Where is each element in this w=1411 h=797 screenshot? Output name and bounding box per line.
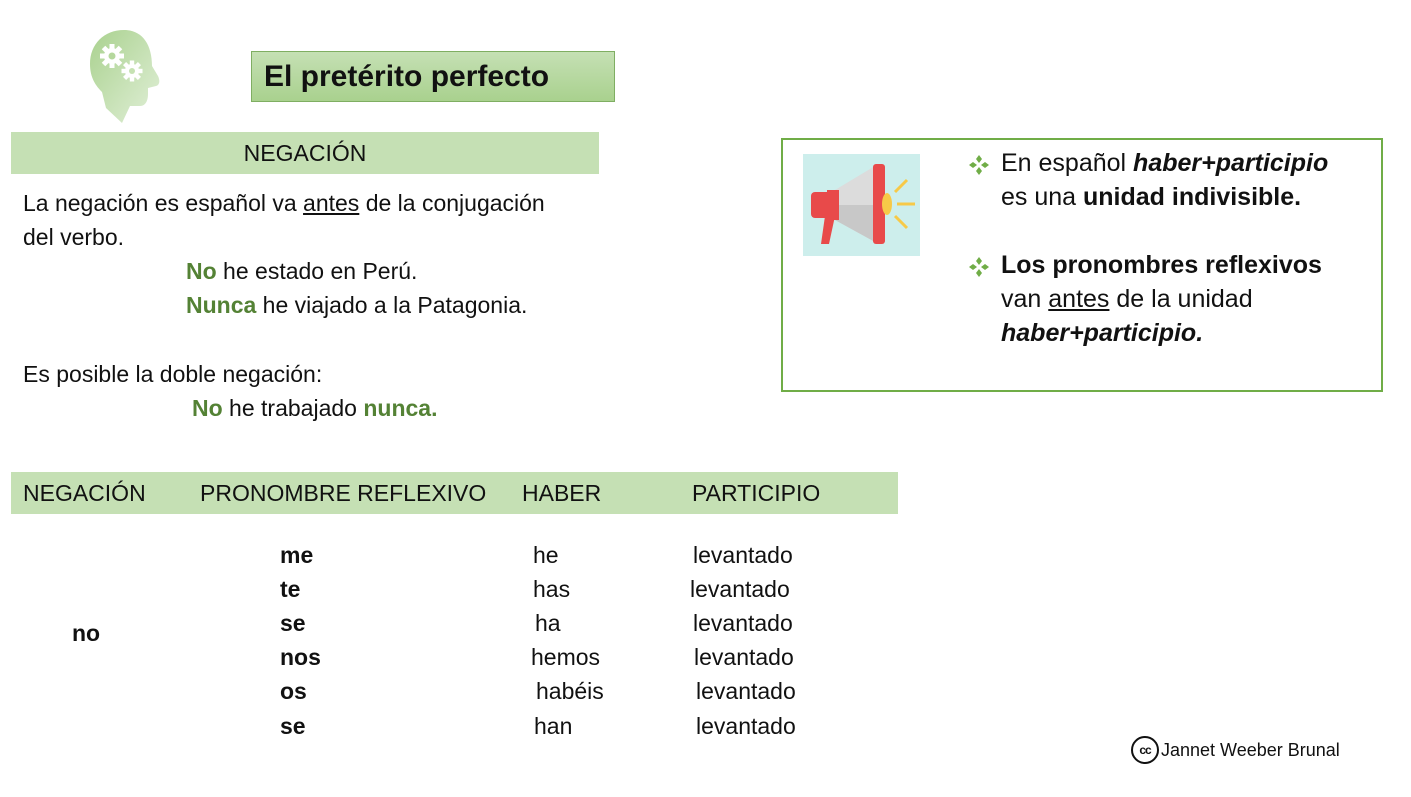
table-row-haber: he bbox=[533, 542, 559, 568]
megaphone-icon bbox=[803, 154, 920, 256]
diamond-bullet-icon bbox=[967, 153, 991, 177]
column-header-pronombre: PRONOMBRE REFLEXIVO bbox=[200, 480, 487, 506]
table-row-haber: ha bbox=[535, 610, 561, 636]
example-2-negation: Nunca bbox=[186, 292, 257, 318]
intro-underlined-word: antes bbox=[303, 190, 360, 216]
double-negation-second: nunca. bbox=[363, 395, 438, 421]
table-header bbox=[11, 472, 898, 514]
table-row-pronoun: se bbox=[280, 610, 306, 636]
table-row-pronoun: se bbox=[280, 713, 306, 739]
double-negation-first: No bbox=[192, 395, 223, 421]
table-row-pronoun: nos bbox=[280, 644, 321, 670]
table-row-participle: levantado bbox=[694, 644, 794, 670]
bullet-2-italic: haber+participio. bbox=[1001, 319, 1204, 347]
head-gears-icon bbox=[86, 28, 166, 124]
info-bullets bbox=[967, 146, 1377, 350]
column-header-negacion: NEGACIÓN bbox=[23, 480, 146, 506]
example-2-text: he viajado a la Patagonia. bbox=[256, 292, 528, 318]
table-row-haber: hemos bbox=[531, 644, 601, 670]
bullet-1-line2-text: es una bbox=[1001, 183, 1084, 211]
bullet-2-line2-text: van bbox=[1001, 285, 1049, 313]
example-1-negation: No bbox=[186, 258, 217, 284]
info-bullet-2 bbox=[967, 248, 1377, 350]
table-row-participle: levantado bbox=[690, 576, 790, 602]
table-row-participle: levantado bbox=[696, 678, 796, 704]
bullet-1-bold: unidad indivisible. bbox=[1083, 183, 1302, 211]
table-row-pronoun: te bbox=[280, 576, 301, 602]
intro-text: La negación es español va bbox=[23, 190, 304, 216]
double-negation-text: he trabajado bbox=[222, 395, 364, 421]
author-credit bbox=[1131, 736, 1340, 764]
page-title: El pretérito perfecto bbox=[251, 51, 615, 102]
negation-intro bbox=[23, 186, 545, 220]
negation-header: NEGACIÓN bbox=[11, 132, 599, 174]
diamond-bullet-icon bbox=[967, 255, 991, 279]
table-row-pronoun: me bbox=[280, 542, 314, 568]
negation-intro-line2: del verbo. bbox=[23, 224, 125, 250]
table-row-haber: has bbox=[533, 576, 571, 602]
bullet-1-text: En español bbox=[1001, 149, 1134, 177]
table-row-haber: han bbox=[534, 713, 573, 739]
intro-text-end: de la conjugación bbox=[359, 190, 545, 216]
table-row-haber: habéis bbox=[536, 678, 604, 704]
table-row-participle: levantado bbox=[693, 542, 793, 568]
column-header-haber: HABER bbox=[522, 480, 602, 506]
column-header-participio: PARTICIPIO bbox=[692, 480, 821, 506]
bullet-2-underlined: antes bbox=[1048, 285, 1110, 313]
bullet-2-bold: Los pronombres reflexivos bbox=[1001, 251, 1322, 279]
creative-commons-icon: cc bbox=[1131, 736, 1159, 764]
example-1-text: he estado en Perú. bbox=[216, 258, 418, 284]
bullet-2-line2-end: de la unidad bbox=[1109, 285, 1253, 313]
double-negation-label: Es posible la doble negación: bbox=[23, 361, 323, 387]
example-1 bbox=[186, 254, 417, 288]
table-row-pronoun: os bbox=[280, 678, 307, 704]
info-box bbox=[781, 138, 1383, 392]
info-bullet-1 bbox=[967, 146, 1377, 214]
bullet-1-italic: haber+participio bbox=[1133, 149, 1329, 177]
example-2 bbox=[186, 288, 527, 322]
table-row-participle: levantado bbox=[693, 610, 793, 636]
table-row-participle: levantado bbox=[696, 713, 796, 739]
author-name: Jannet Weeber Brunal bbox=[1161, 739, 1340, 760]
double-negation-example bbox=[192, 391, 437, 425]
table-negation-word: no bbox=[72, 620, 101, 646]
